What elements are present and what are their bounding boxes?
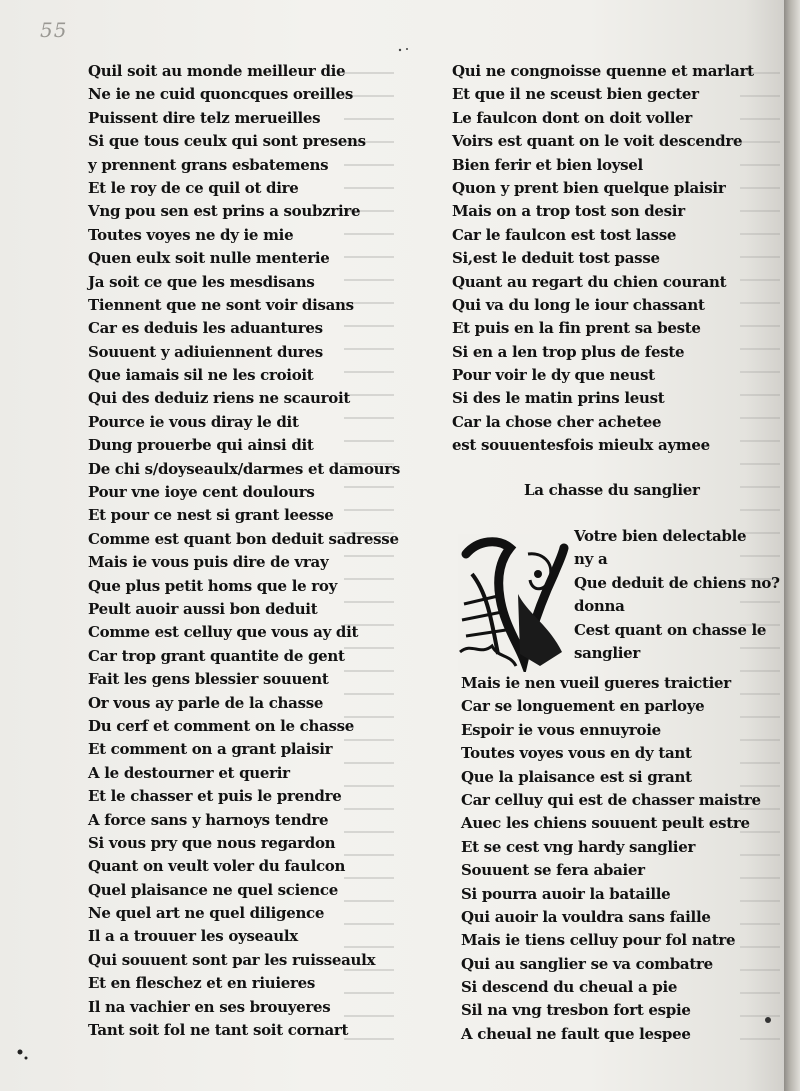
initial-block-line: Que deduit de chiens no? (574, 573, 780, 592)
right-column-upper-line: Quon y prent bien quelque plaisir (452, 178, 726, 197)
left-column-line: Quel plaisance ne quel science (88, 880, 338, 899)
right-column-lower-line: Car se longuement en parloye (461, 697, 705, 716)
right-column-lower-line: Souuent se fera abaier (461, 861, 645, 880)
right-column-lower-line: Si descend du cheual a pie (461, 978, 678, 997)
left-column-line: Du cerf et comment on le chasse (88, 716, 355, 735)
left-column-line: Et le chasser et puis le prendre (88, 787, 342, 806)
right-column-lower-line: Qui auoir la vouldra sans faille (461, 907, 711, 926)
right-column-lower-line: Mais ie nen vueil gueres traictier (461, 674, 731, 692)
left-column-line: Qui des deduiz riens ne scauroit (88, 389, 350, 408)
left-column-line: Comme est celluy que vous ay dit (88, 623, 359, 642)
left-column-line: Si que tous ceulx qui sont presens (88, 132, 366, 151)
left-column-line: Mais ie vous puis dire de vray (88, 553, 329, 572)
left-column-line: Tiennent que ne sont voir disans (88, 295, 354, 314)
left-column-line: Ne quel art ne quel diligence (88, 904, 325, 923)
right-column-upper-line: Si des le matin prins leust (452, 389, 665, 408)
right-column-lower-line: Que la plaisance est si grant (461, 767, 692, 786)
right-column-lower-line: Qui au sanglier se va combatre (461, 954, 713, 973)
right-column-upper-line: Car le faulcon est tost lasse (452, 225, 677, 244)
left-column-line: Fait les gens blessier souuent (88, 670, 329, 689)
right-column-lower-line: Toutes voyes vous en dy tant (461, 744, 692, 763)
left-column-line: Et en fleschez et en riuieres (88, 974, 316, 993)
right-column-upper-line: Quant au regart du chien courant (452, 272, 727, 291)
left-column-line: Que iamais sil ne les croioit (88, 366, 314, 385)
right-column-lower-line: Si pourra auoir la bataille (461, 884, 671, 903)
left-column-line: Tant soit fol ne tant soit cornart (88, 1021, 349, 1040)
right-column-lower-line: A cheual ne fault que lespee (461, 1024, 691, 1043)
left-column-line: Peult auoir aussi bon deduit (88, 599, 318, 618)
left-column-line: Quant on veult voler du faulcon (88, 857, 346, 876)
left-column-line: A force sans y harnoys tendre (88, 810, 329, 829)
left-column-line: Vng pou sen est prins a soubzrire (88, 202, 361, 221)
right-column-upper-line: est souuentesfois mieulx aymee (452, 436, 710, 455)
right-column-upper-line: Le faulcon dont on doit voller (452, 108, 692, 127)
right-column-lower-line: Espoir ie vous ennuyroie (461, 720, 661, 739)
left-column-line: De chi s/doyseaulx/darmes et damours (88, 459, 401, 478)
right-column-upper-line: Qui ne congnoisse quenne et marlart (452, 62, 754, 80)
left-column-line: Il a a trouuer les oyseaulx (88, 927, 298, 946)
initial-block-line: Cest quant on chasse le (574, 620, 767, 639)
left-column-line: Comme est quant bon deduit sadresse (88, 529, 399, 548)
left-column-line: A le destourner et querir (88, 763, 290, 782)
left-column-line: Ne ie ne cuid quoncques oreilles (88, 85, 354, 104)
left-column-line: Or vous ay parle de la chasse (88, 693, 324, 712)
left-column-line: Quil soit au monde meilleur die (88, 62, 346, 80)
right-column-upper-line: Et puis en la fin prent sa beste (452, 319, 701, 338)
initial-block-line: sanglier (574, 643, 641, 662)
right-column-upper-line: Si en a len trop plus de feste (452, 342, 685, 361)
left-column-line: Et le roy de ce quil ot dire (88, 178, 299, 197)
left-column-line: Toutes voyes ne dy ie mie (88, 225, 294, 244)
right-column-upper-line: Si,est le deduit tost passe (452, 249, 660, 268)
left-column-line: Il na vachier en ses brouyeres (88, 997, 331, 1016)
right-column-upper-line: Pour voir le dy que neust (452, 366, 655, 385)
right-column-upper-line: Et que il ne sceust bien gecter (452, 85, 699, 104)
right-column-upper-line: Car la chose cher achetee (452, 412, 662, 431)
left-column-line: Pource ie vous diray le dit (88, 412, 299, 431)
right-column-upper-line: Qui va du long le iour chassant (452, 295, 705, 314)
right-column-lower-line: Et se cest vng hardy sanglier (461, 837, 696, 856)
left-column-line: Dung prouerbe qui ainsi dit (88, 436, 314, 455)
right-column-lower-line: Car celluy qui est de chasser maistre (461, 790, 761, 809)
right-column-lower-line: Sil na vng tresbon fort espie (461, 1001, 691, 1020)
left-column-line: Qui souuent sont par les ruisseaulx (88, 950, 376, 969)
right-column-upper-line: Bien ferir et bien loysel (452, 155, 643, 174)
right-column-upper-line: Mais on a trop tost son desir (452, 202, 685, 221)
left-column-line: y prennent grans esbatemens (88, 155, 329, 174)
left-column-line: Si vous pry que nous regardon (88, 833, 336, 852)
left-column-line: Car es deduis les aduantures (88, 319, 323, 338)
section-heading: La chasse du sanglier (524, 481, 700, 499)
left-column-line: Souuent y adiuiennent dures (88, 342, 323, 361)
left-column-line: Et pour ce nest si grant leesse (88, 506, 334, 525)
left-column-line: Et comment on a grant plaisir (88, 740, 333, 759)
right-column-lower-line: Mais ie tiens celluy pour fol natre (461, 931, 736, 950)
left-column-line: Pour vne ioye cent doulours (88, 483, 315, 502)
folio-number: 55 (40, 18, 68, 42)
right-column-lower-line: Auec les chiens souuent peult estre (461, 814, 750, 833)
initial-block-line: donna (574, 597, 625, 616)
initial-block-line: Votre bien delectable (574, 527, 747, 545)
initial-block-line: ny a (574, 550, 608, 569)
left-column-line: Ja soit ce que les mesdisans (88, 272, 315, 291)
left-column-line: Quen eulx soit nulle menterie (88, 249, 330, 268)
left-column-line: Que plus petit homs que le roy (88, 576, 338, 595)
right-column-upper-line: Voirs est quant on le voit descendre (452, 132, 743, 151)
left-column-line: Puissent dire telz merueilles (88, 108, 321, 127)
left-column-line: Car trop grant quantite de gent (88, 646, 345, 665)
book-spine (784, 0, 800, 1091)
